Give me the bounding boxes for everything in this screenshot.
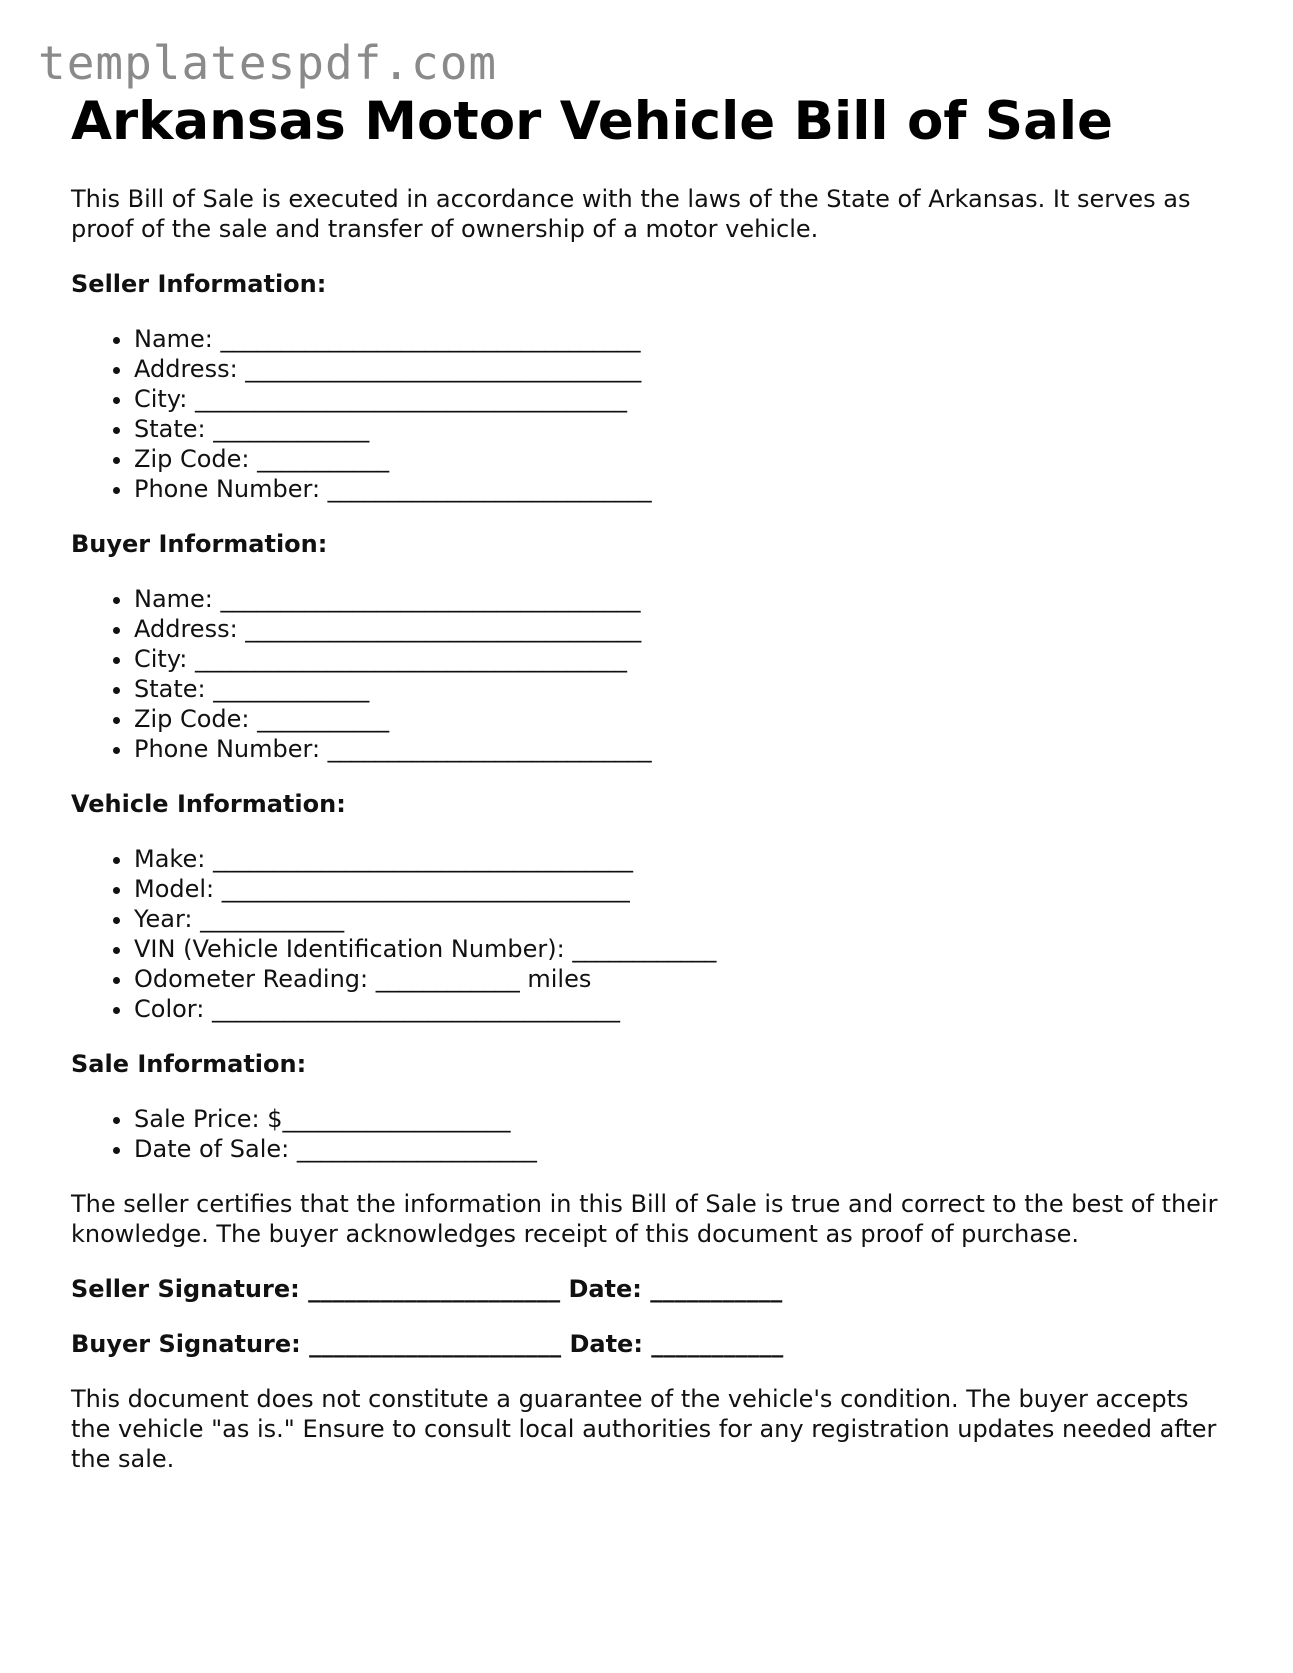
vehicle-make-field[interactable]: • Make: ___________________________________ bbox=[134, 844, 1231, 874]
vehicle-vin-field[interactable]: • VIN (Vehicle Identification Number): ____________ bbox=[134, 934, 1231, 964]
sale-date-field[interactable]: • Date of Sale: ____________________ bbox=[134, 1134, 1231, 1164]
seller-section-heading: Seller Information: bbox=[71, 270, 327, 298]
vehicle-color-field[interactable]: • Color: __________________________________ bbox=[134, 994, 1231, 1024]
disclaimer-paragraph: This document does not constitute a guarantee of the vehicle's condition. The buyer accepts the vehicle "as is." Ensure to consult local authorities for any registration updates needed after the sale. bbox=[71, 1385, 1217, 1473]
seller-city-field[interactable]: • City: ____________________________________ bbox=[134, 384, 1231, 414]
buyer-city-field[interactable]: • City: ____________________________________ bbox=[134, 644, 1231, 674]
sale-section-heading: Sale Information: bbox=[71, 1050, 307, 1078]
seller-name-field[interactable]: • Name: ___________________________________ bbox=[134, 324, 1231, 354]
document-body bbox=[71, 90, 1231, 1474]
sale-field-list bbox=[71, 1104, 1231, 1164]
vehicle-model-field[interactable]: • Model: __________________________________ bbox=[134, 874, 1231, 904]
seller-state-field[interactable]: • State: _____________ bbox=[134, 414, 1231, 444]
vehicle-section-heading: Vehicle Information: bbox=[71, 790, 346, 818]
seller-zip-field[interactable]: • Zip Code: ___________ bbox=[134, 444, 1231, 474]
seller-field-list bbox=[71, 324, 1231, 504]
buyer-section-heading: Buyer Information: bbox=[71, 530, 328, 558]
seller-signature-line[interactable]: Seller Signature: _____________________ Date: ___________ bbox=[71, 1275, 783, 1303]
document-title: Arkansas Motor Vehicle Bill of Sale bbox=[71, 91, 1113, 152]
vehicle-year-field[interactable]: • Year: ____________ bbox=[134, 904, 1231, 934]
buyer-zip-field[interactable]: • Zip Code: ___________ bbox=[134, 704, 1231, 734]
watermark: templatespdf.com bbox=[38, 36, 498, 90]
buyer-phone-field[interactable]: • Phone Number: ___________________________ bbox=[134, 734, 1231, 764]
certification-paragraph: The seller certifies that the information in this Bill of Sale is true and correct to the best of their knowledge. The buyer acknowledges receipt of this document as proof of purchase. bbox=[71, 1190, 1218, 1248]
seller-phone-field[interactable]: • Phone Number: ___________________________ bbox=[134, 474, 1231, 504]
buyer-address-field[interactable]: • Address: _________________________________ bbox=[134, 614, 1231, 644]
vehicle-odometer-field[interactable]: • Odometer Reading: ____________ miles bbox=[134, 964, 1231, 994]
buyer-name-field[interactable]: • Name: ___________________________________ bbox=[134, 584, 1231, 614]
intro-paragraph: This Bill of Sale is executed in accordance with the laws of the State of Arkansas. It serves as proof of the sale and transfer of ownership of a motor vehicle. bbox=[71, 185, 1191, 243]
buyer-signature-line[interactable]: Buyer Signature: _____________________ Date: ___________ bbox=[71, 1330, 784, 1358]
vehicle-field-list bbox=[71, 844, 1231, 1024]
sale-price-field[interactable]: • Sale Price: $___________________ bbox=[134, 1104, 1231, 1134]
seller-address-field[interactable]: • Address: _________________________________ bbox=[134, 354, 1231, 384]
buyer-field-list bbox=[71, 584, 1231, 764]
buyer-state-field[interactable]: • State: _____________ bbox=[134, 674, 1231, 704]
